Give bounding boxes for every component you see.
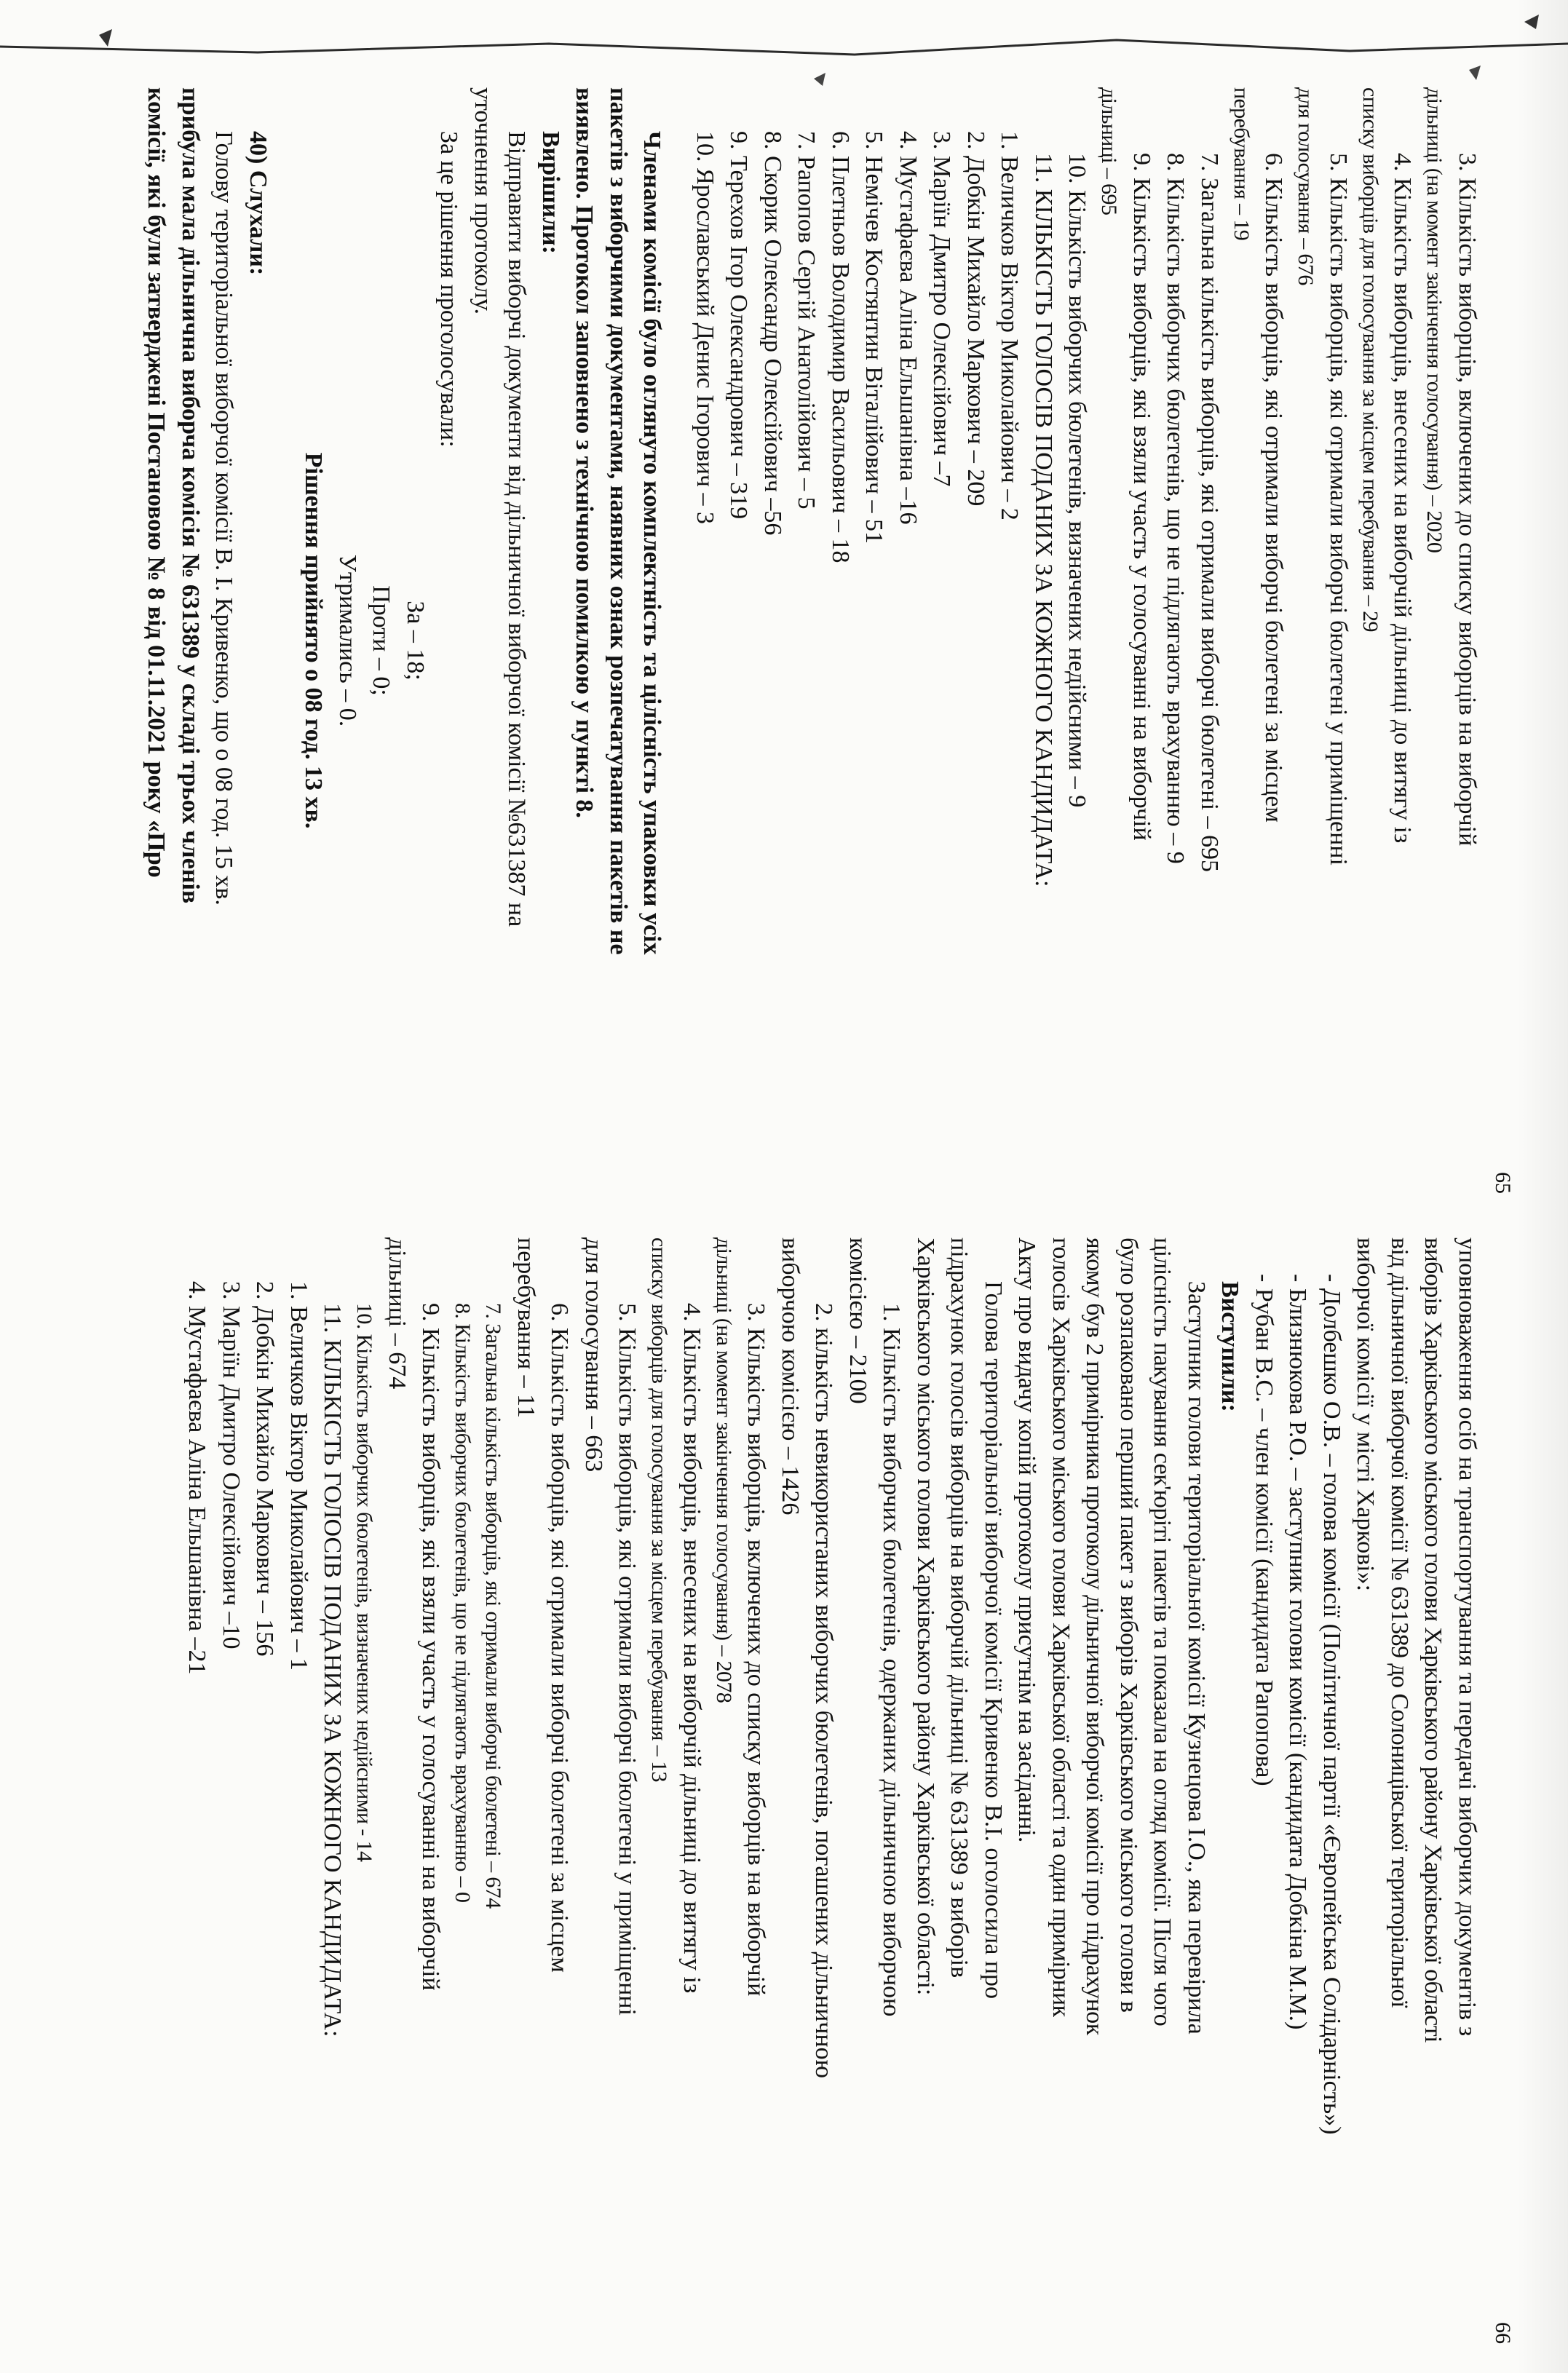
member-item: - Долбешко О.В. – голова комісії (Політичної партії «Європейська Солідарність») [1318, 1274, 1345, 2135]
vote-abstain: Утримались – 0. [334, 554, 361, 727]
list-item: 3. Кількість виборців, включених до списку виборців на виборчій [743, 1303, 770, 1997]
member-text: Близнюкова Р.О. – заступник голови комісії (кандидата Добкіна М.М.) [1284, 1288, 1312, 2030]
spoke-label: Виступили: [1216, 1281, 1244, 1412]
section-heading: 11. КІЛЬКІСТЬ ГОЛОСІВ ПОДАНИХ ЗА КОЖНОГО КАНДИДАТА: [319, 1303, 347, 2037]
heard-label: 40) Слухали: [245, 131, 272, 276]
intro-text: виборчої комісії у місті Харкові»: [1352, 1237, 1379, 1592]
spoke-text: Заступник голови територіальної комісії Кузнецова І.О., яка перевірила [1183, 1281, 1210, 2035]
candidate-row: 2. Добкін Михайло Маркович – 209 [962, 131, 989, 507]
list-item: 4. Кількість виборців, внесених на виборчій дільниці до витягу із [678, 1303, 705, 1994]
member-item: - Рубан В.С. – член комісії (кандидата Рапопова) [1251, 1274, 1278, 1786]
announce-text: підрахунок голосів виборців на виборчій дільниці № 631389 з виборів [946, 1237, 973, 1978]
list-item: 9. Кількість виборців, які взяли участь у голосуванні на виборчій [417, 1303, 445, 1991]
heard-text: Голову територіальної виборчої комісії В. І. Кривенко, що о 08 год. 15 хв. [210, 131, 238, 906]
list-item: 10. Кількість виборчих бюлетенів, визначених недійсними – 9 [1064, 153, 1091, 808]
list-item: 6. Кількість виборців, які отримали виборчі бюлетені за місцем [546, 1303, 574, 1973]
decision-text: Відправити виборчі документи від дільничної виборчої комісії №631387 на [503, 131, 531, 927]
page-number: 65 [1491, 1172, 1515, 1194]
intro-text: виборів Харківського міського голови Харківського району Харківської області [1419, 1237, 1447, 2043]
list-item: 4. Кількість виборців, внесених на виборчій дільниці до витягу із [1389, 153, 1417, 844]
candidate-row: 4. Мустафаєва Аліна Ельшанівна –21 [183, 1281, 211, 1675]
vote-against: Проти – 0; [368, 585, 395, 696]
decision-time: Рішення прийнято о 08 год. 13 хв. [300, 452, 328, 829]
list-item: 7. Загальна кількість виборців, які отримали виборчі бюлетені – 674 [481, 1303, 506, 1909]
vote-intro: За це рішення проголосували: [435, 131, 463, 448]
member-text: Долбешко О.В. – голова комісії (Політичної партії «Європейська Солідарність») [1318, 1288, 1345, 2135]
spoke-text: Акту про видачу копій протоколу присутнім на засіданні. [1013, 1237, 1041, 1843]
inspection-text: Членами комісії було оглянуто комплектність та цілісність упаковки усіх [638, 131, 666, 955]
list-item: дільниці – 674 [384, 1237, 411, 1390]
list-item: комісією – 2100 [844, 1237, 871, 1404]
list-item: 2. кількість невикористаних виборчих бюлетенів, погашених дільничною [810, 1303, 838, 2078]
list-item: 6. Кількість виборців, які отримали виборчі бюлетені за місцем [1260, 153, 1288, 823]
spoke-text: цілісність пакування сек'юріті пакетів та показала на огляд комісії. Після чого [1149, 1237, 1176, 2027]
decision-text: уточнення протоколу. [470, 87, 496, 315]
candidate-row: 5. Немічев Костянтин Віталійович – 51 [860, 131, 888, 544]
list-item: 8. Кількість виборчих бюлетенів, що не підлягають врахуванню – 0 [451, 1303, 475, 1903]
announce-text: Голова територіальної виборчої комісії Кривенко В.І. оголосила про [980, 1281, 1007, 2000]
candidate-row: 4. Мустафаєва Аліна Ельшанівна –16 [895, 131, 922, 525]
spoke-text: було розпаковано перший пакет з виборів Харківського міського голови в [1115, 1237, 1142, 2013]
list-item: 1. Кількість виборчих бюлетенів, одержаних дільничною виборчою [878, 1303, 906, 2017]
binding-marks [0, 0, 1568, 102]
candidate-row: 1. Величков Віктор Миколайович – 2 [996, 131, 1023, 520]
announce-text: Харківського міського голови Харківського району Харківської області: [912, 1237, 939, 1996]
page-66 [47, 1237, 1517, 2344]
member-item: - Близнюкова Р.О. – заступник голови комісії (кандидата Добкіна М.М.) [1284, 1274, 1312, 2030]
heard-text: комісії, які були затверджені Постановою № 8 від 01.11.2021 року «Про [143, 87, 170, 878]
list-item: списку виборців для голосування за місцем перебування – 13 [647, 1237, 672, 1782]
list-item: для голосування – 676 [1294, 87, 1318, 285]
list-item: 10. Кількість виборчих бюлетенів, визначених недійсними - 14 [352, 1303, 377, 1862]
list-item: для голосування – 663 [580, 1237, 607, 1473]
scan-edge-shadow [1517, 0, 1568, 2373]
list-item: 7. Загальна кількість виборців, які отримали виборчі бюлетені – 695 [1196, 153, 1223, 873]
page-number: 66 [1491, 2322, 1515, 2344]
candidate-row: 7. Рапопов Сергій Анатолійович – 5 [793, 131, 820, 510]
decided-label: Вирішили: [537, 131, 564, 254]
candidate-row: 8. Скорик Олександр Олексійович –56 [759, 131, 786, 536]
member-text: Рубан В.С. – член комісії (кандидата Рапопова) [1251, 1288, 1278, 1786]
candidate-row: 9. Терехов Ігор Олександрович – 319 [725, 131, 753, 520]
list-item: дільниці – 695 [1097, 87, 1122, 215]
list-item: дільниці (на момент закінчення голосування) – 2020 [1422, 87, 1447, 553]
list-item: списку виборців для голосування за місцем перебування – 29 [1358, 87, 1382, 632]
list-item: 5. Кількість виборців, які отримали виборчі бюлетені у приміщенні [614, 1303, 641, 2016]
candidate-row: 2. Добкін Михайло Маркович – 156 [251, 1281, 279, 1657]
list-item: виборчою комісією – 1426 [777, 1237, 804, 1516]
page-65 [47, 87, 1517, 1194]
intro-text: від дільничної виборчої комісії № 631389 до Солоницівської територіальної [1386, 1237, 1413, 2008]
spoke-text: голосів Харківського міського голови Харківської області та один примірник [1048, 1237, 1074, 2017]
inspection-text: пакетів з виборчими документами, наявних ознак розпечатування пакетів не [605, 87, 632, 955]
vote-for: За – 18; [402, 601, 429, 681]
heard-text: прибула мала дільнична виборча комісія № 631389 у складі трьох членів [177, 87, 204, 904]
list-item: 8. Кількість виборчих бюлетенів, що не підлягають врахуванню – 9 [1162, 153, 1189, 864]
list-item: перебування – 19 [1230, 87, 1254, 241]
list-item: дільниці (на момент закінчення голосування) – 2078 [712, 1237, 736, 1703]
list-item: 9. Кількість виборців, які взяли участь у голосуванні на виборчій [1128, 153, 1155, 841]
list-item: 5. Кількість виборців, які отримали виборчі бюлетені у приміщенні [1325, 153, 1352, 865]
candidate-row: 3. Маріїн Дмитро Олексійович –7 [928, 131, 956, 487]
section-heading: 11. КІЛЬКІСТЬ ГОЛОСІВ ПОДАНИХ ЗА КОЖНОГО КАНДИДАТА: [1030, 153, 1057, 887]
candidate-row: 10. Ярославський Денис Ігорович – 3 [692, 131, 718, 524]
candidate-row: 1. Величков Віктор Миколайович – 1 [285, 1281, 312, 1671]
spoke-text: якому був 2 примірника протоколу дільничної виборчої комісії про підрахунок [1081, 1237, 1109, 2035]
intro-text: уповноваження осіб на транспортування та передачі виборчих документів з [1454, 1237, 1481, 2037]
inspection-text: виявлено. Протокол заповнено з технічною помилкою у пункті 8. [571, 87, 598, 818]
candidate-row: 3. Маріїн Дмитро Олексійович –10 [218, 1281, 245, 1649]
list-item: 3. Кількість виборців, включених до списку виборців на виборчій [1454, 153, 1481, 847]
list-item: перебування – 11 [512, 1237, 539, 1418]
candidate-row: 6. Плетньов Володимир Васильович – 18 [827, 131, 854, 563]
